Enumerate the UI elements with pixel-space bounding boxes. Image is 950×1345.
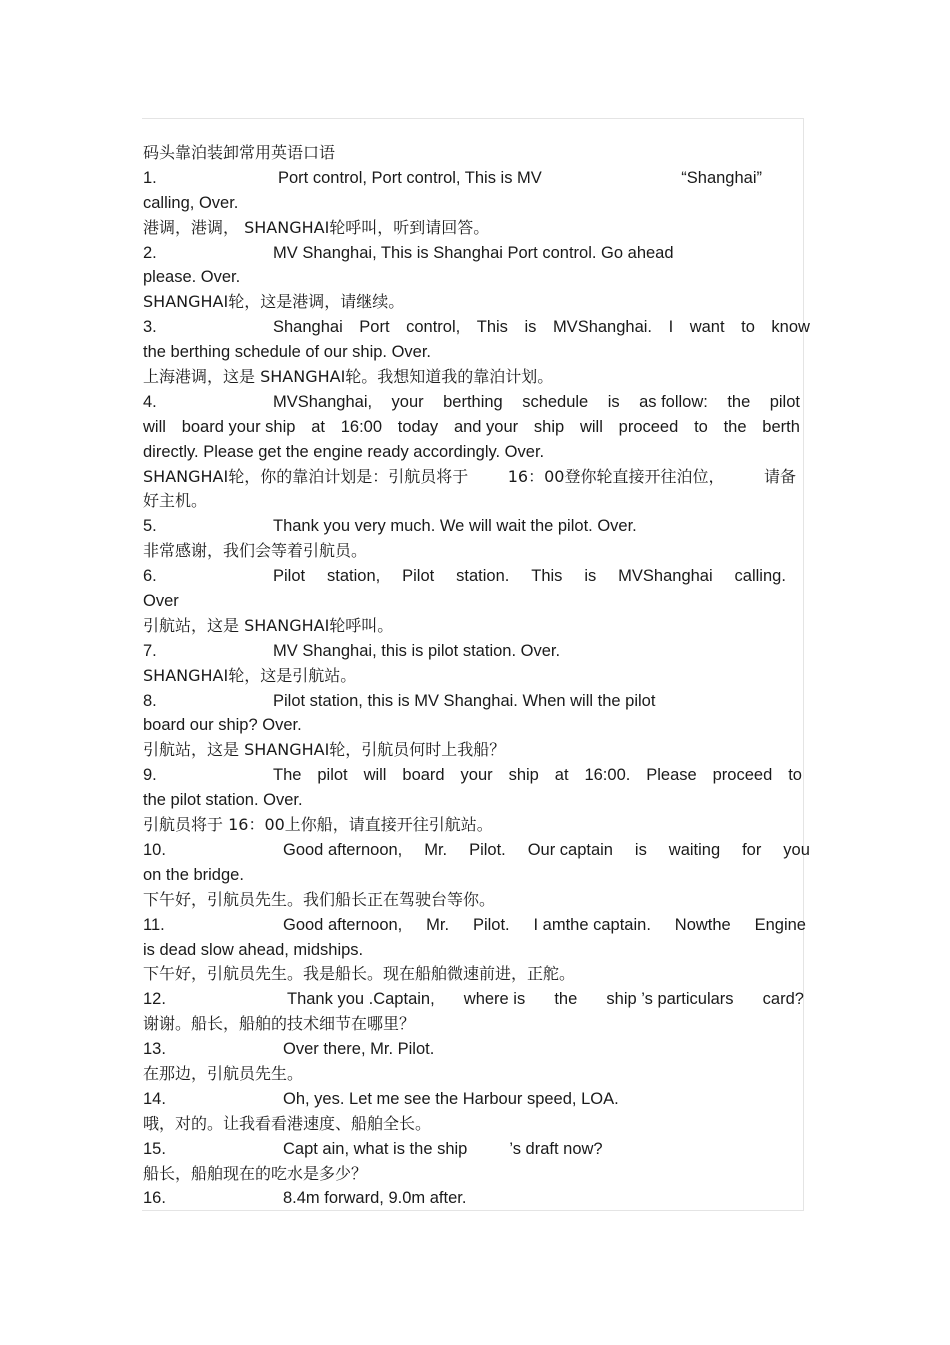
- en-word: your: [460, 766, 493, 785]
- item-8-en: [143, 689, 810, 714]
- en-word: know: [771, 318, 810, 337]
- item-12-cn: [143, 1012, 810, 1037]
- en-word: This: [476, 318, 508, 337]
- cn-text: 下午好，引航员先生。我们船长正在驾驶台等你。: [143, 889, 496, 909]
- item-number: 12.: [143, 990, 166, 1009]
- en-text: Thank you very much. We will wait the pilot. Over.: [273, 517, 637, 536]
- en-word: card?: [762, 990, 804, 1009]
- en-word: to: [788, 766, 802, 785]
- en-word: to: [741, 318, 755, 337]
- en-word: you: [783, 840, 810, 859]
- en-word: 16:00.: [584, 766, 631, 785]
- cn-text: 非常感谢，我们会等着引航员。: [143, 541, 368, 561]
- en-word: as follow:: [639, 392, 708, 411]
- en-word: is: [524, 318, 537, 337]
- en-word: ship ’s particulars: [606, 990, 734, 1009]
- en-word: proceed: [618, 417, 679, 436]
- item-number: 8.: [143, 691, 157, 710]
- item-12-en: [143, 987, 810, 1012]
- cn-text: SHANGHAI轮，这是引航站。: [143, 665, 357, 685]
- cn-text: 引航员将于 16：00上你船，请直接开往引航站。: [143, 815, 493, 835]
- en-word: Nowthe: [674, 915, 731, 934]
- en-word: control,: [406, 318, 461, 337]
- en-word: the: [727, 392, 751, 411]
- en-word: MVShanghai,: [273, 392, 373, 411]
- en-word: at: [554, 766, 569, 785]
- en-word: Thank you .Captain,: [287, 990, 435, 1009]
- en-word: want: [689, 318, 725, 337]
- item-8-cn: [143, 738, 810, 763]
- cn-text: 下午好，引航员先生。我是船长。现在船舶微速前进，正舵。: [143, 964, 576, 984]
- en-word: will: [363, 766, 387, 785]
- en-text: board our ship? Over.: [143, 716, 302, 735]
- item-3-en-cont: [143, 340, 810, 365]
- item-number: 10.: [143, 840, 166, 859]
- item-15-cn: [143, 1162, 810, 1187]
- en-text: Over there, Mr. Pilot.: [283, 1040, 435, 1059]
- en-text: “Shanghai”: [681, 168, 762, 187]
- en-word: station,: [327, 567, 381, 586]
- cn-text: 引航站，这是 SHANGHAI轮，引航员何时上我船？: [143, 740, 506, 760]
- en-word: berthing: [443, 392, 503, 411]
- en-word: I: [668, 318, 674, 337]
- en-text: directly. Please get the engine ready accordingly. Over.: [143, 442, 545, 461]
- item-6-en: [143, 564, 810, 589]
- en-word: Mr.: [424, 840, 448, 859]
- item-6-cn: [143, 614, 810, 639]
- cn-text: 谢谢。船长，船舶的技术细节在哪里？: [143, 1014, 416, 1034]
- item-5-en: [143, 514, 810, 539]
- en-word: the: [723, 417, 747, 436]
- en-word: pilot: [317, 766, 348, 785]
- item-4-cn: [143, 465, 810, 490]
- en-word: Good afternoon,: [283, 840, 403, 859]
- item-8-en-cont: [143, 713, 810, 738]
- en-word: your: [391, 392, 424, 411]
- item-1-cn: [143, 216, 810, 241]
- item-11-en-cont: [143, 938, 810, 963]
- en-word: Mr.: [426, 915, 450, 934]
- cn-text: 16：00登你轮直接开往泊位，: [507, 466, 725, 486]
- en-word: will: [143, 417, 166, 436]
- item-number: 3.: [143, 318, 157, 337]
- en-word: is: [634, 840, 647, 859]
- item-4-cn-cont: [143, 489, 810, 514]
- en-word: will: [579, 417, 603, 436]
- item-number: 14.: [143, 1089, 166, 1108]
- item-3-en: [143, 315, 810, 340]
- cn-text: SHANGHAI轮，这是港调，请继续。: [143, 292, 405, 312]
- en-word: ship: [533, 417, 565, 436]
- item-10-cn: [143, 888, 810, 913]
- cn-text: 港调，港调， SHANGHAI轮呼叫，听到请回答。: [143, 217, 490, 237]
- item-1-en: [143, 166, 810, 191]
- item-1-en-cont: [143, 191, 810, 216]
- item-number: 1.: [143, 168, 157, 187]
- document-body: [143, 141, 810, 1211]
- en-word: is: [607, 392, 620, 411]
- en-word: The: [273, 766, 302, 785]
- en-word: for: [742, 840, 762, 859]
- item-2-en-cont: [143, 265, 810, 290]
- title-text: 码头靠泊装卸常用英语口语: [143, 143, 336, 162]
- item-number: 7.: [143, 641, 157, 660]
- en-word: Please: [646, 766, 697, 785]
- en-word: schedule: [522, 392, 589, 411]
- item-11-en: [143, 913, 810, 938]
- en-text: 8.4m forward, 9.0m after.: [283, 1189, 467, 1208]
- en-word: Our captain: [527, 840, 613, 859]
- en-text: on the bridge.: [143, 865, 244, 884]
- item-number: 2.: [143, 243, 157, 262]
- item-15-en: [143, 1137, 810, 1162]
- en-word: Pilot.: [472, 915, 510, 934]
- item-7-en: [143, 639, 810, 664]
- item-4-en: [143, 390, 810, 415]
- item-13-cn: [143, 1062, 810, 1087]
- en-word: Good afternoon,: [283, 915, 403, 934]
- item-6-en-cont: [143, 589, 810, 614]
- item-4-en-cont2: [143, 440, 810, 465]
- en-text: Port control, Port control, This is MV: [278, 168, 542, 187]
- en-word: berth: [762, 417, 800, 436]
- en-word: proceed: [712, 766, 773, 785]
- en-word: board your ship: [181, 417, 296, 436]
- item-number: 9.: [143, 766, 157, 785]
- item-4-en-cont: [143, 415, 810, 440]
- item-number: 16.: [143, 1189, 166, 1208]
- item-2-cn: [143, 290, 810, 315]
- item-11-cn: [143, 962, 810, 987]
- en-text: Capt ain, what is the ship: [283, 1139, 468, 1158]
- en-word: Port: [359, 318, 390, 337]
- en-text: please. Over.: [143, 268, 241, 287]
- en-text: ’s draft now?: [509, 1139, 603, 1158]
- en-word: This: [531, 567, 563, 586]
- spacer: [467, 1137, 509, 1162]
- item-2-en: [143, 241, 810, 266]
- en-word: waiting: [668, 840, 721, 859]
- item-number: 13.: [143, 1040, 166, 1059]
- item-number: 4.: [143, 392, 157, 411]
- en-text: the berthing schedule of our ship. Over.: [143, 343, 432, 362]
- item-number: 5.: [143, 517, 157, 536]
- item-14-cn: [143, 1112, 810, 1137]
- item-3-cn: [143, 365, 810, 390]
- en-word: I amthe captain.: [533, 915, 651, 934]
- en-word: Pilot: [273, 567, 306, 586]
- en-word: Shanghai: [273, 318, 343, 337]
- item-16-en: [143, 1186, 810, 1211]
- en-text: MV Shanghai, this is pilot station. Over.: [273, 641, 561, 660]
- cn-text: 在那边，引航员先生。: [143, 1063, 304, 1083]
- item-10-en-cont: [143, 863, 810, 888]
- item-14-en: [143, 1087, 810, 1112]
- en-text: Over: [143, 592, 179, 611]
- cn-text: 请备: [763, 466, 796, 486]
- cn-text: SHANGHAI轮，你的靠泊计划是：引航员将于: [143, 466, 469, 486]
- cn-text: 哦，对的。让我看看港速度、船舶全长。: [143, 1113, 432, 1133]
- item-9-cn: [143, 813, 810, 838]
- cn-text: 引航站，这是 SHANGHAI轮呼叫。: [143, 615, 394, 635]
- en-word: Pilot.: [469, 840, 506, 859]
- item-9-en: [143, 763, 810, 788]
- en-word: where is: [463, 990, 526, 1009]
- cn-text: 船长，船舶现在的吃水是多少？: [143, 1163, 368, 1183]
- en-text: calling, Over.: [143, 193, 239, 212]
- en-word: ship: [508, 766, 539, 785]
- en-word: MVShanghai.: [552, 318, 653, 337]
- en-word: MVShanghai: [618, 567, 713, 586]
- en-word: today: [397, 417, 439, 436]
- item-7-cn: [143, 664, 810, 689]
- en-word: 16:00: [340, 417, 383, 436]
- en-word: Engine: [754, 915, 806, 934]
- en-word: station.: [456, 567, 510, 586]
- en-word: Pilot: [402, 567, 435, 586]
- en-word: and your: [453, 417, 519, 436]
- en-text: is dead slow ahead, midships.: [143, 940, 364, 959]
- document-title: [143, 141, 810, 166]
- item-9-en-cont: [143, 788, 810, 813]
- item-13-en: [143, 1037, 810, 1062]
- en-text: Oh, yes. Let me see the Harbour speed, LOA.: [283, 1089, 619, 1108]
- item-number: 11.: [143, 915, 165, 934]
- en-text: MV Shanghai, This is Shanghai Port control. Go ahead: [273, 243, 674, 262]
- en-text: Pilot station, this is MV Shanghai. When will the pilot: [273, 691, 656, 710]
- en-word: pilot: [769, 392, 800, 411]
- en-word: board: [402, 766, 445, 785]
- en-word: is: [584, 567, 597, 586]
- en-text: the pilot station. Over.: [143, 791, 303, 810]
- item-number: 15.: [143, 1139, 166, 1158]
- en-word: at: [311, 417, 325, 436]
- en-word: to: [694, 417, 708, 436]
- en-word: calling.: [734, 567, 786, 586]
- cn-text: 上海港调，这是 SHANGHAI轮。我想知道我的靠泊计划。: [143, 367, 554, 387]
- item-number: 6.: [143, 567, 157, 586]
- en-word: the: [554, 990, 578, 1009]
- item-5-cn: [143, 539, 810, 564]
- cn-text: 好主机。: [143, 491, 208, 511]
- item-10-en: [143, 838, 810, 863]
